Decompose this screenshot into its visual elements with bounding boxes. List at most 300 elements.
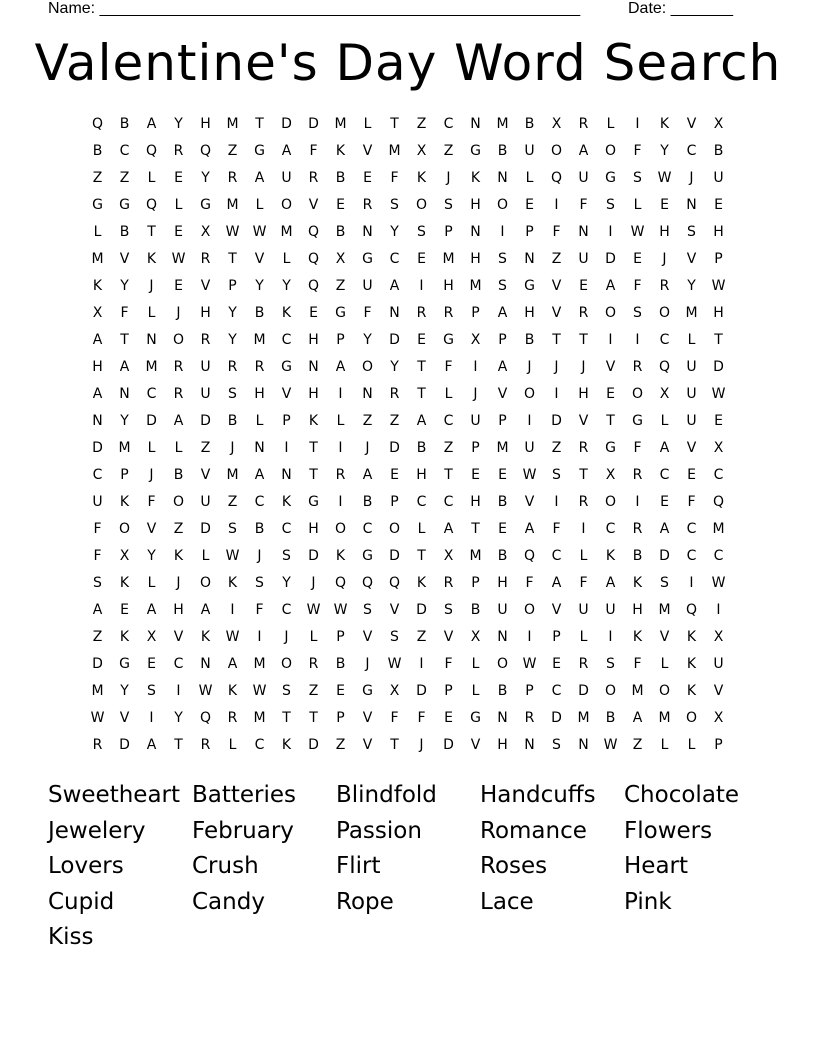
grid-letter: I [284,440,289,456]
grid-letter: D [281,116,292,132]
grid-letter: R [227,710,238,726]
header [48,0,748,20]
grid-letter: N [686,197,697,213]
grid-letter: Z [389,413,400,429]
grid-letter: S [606,197,615,213]
grid-letter: M [631,683,644,699]
word-bank-item: Kiss [48,924,94,950]
grid-letter: Z [551,251,562,267]
grid-letter: B [227,413,238,429]
grid-letter: M [469,278,482,294]
grid-letter: K [227,575,238,591]
grid-letter: C [173,656,184,672]
grid-letter: K [308,413,319,429]
grid-letter: B [335,656,346,672]
grid-letter: V [200,467,211,483]
grid-letter: C [443,116,454,132]
grid-letter: D [578,683,589,699]
grid-row [84,249,732,276]
grid-letter: J [527,359,532,375]
grid-letter: E [147,656,156,672]
grid-letter: Q [307,251,320,267]
grid-letter: K [416,170,427,186]
grid-letter: B [362,494,373,510]
grid-letter: L [93,224,102,240]
grid-letter: O [415,197,428,213]
grid-letter: M [577,710,590,726]
grid-letter: L [147,440,156,456]
grid-letter: Z [362,413,373,429]
grid-letter: B [416,440,427,456]
grid-letter: I [419,656,424,672]
grid-letter: U [200,386,211,402]
grid-letter: E [417,332,426,348]
grid-letter: A [146,737,157,753]
grid-letter: H [308,521,319,537]
grid-letter: O [496,197,509,213]
grid-letter: D [119,737,130,753]
grid-letter: B [497,548,508,564]
grid-letter: Q [199,143,212,159]
grid-letter: P [336,710,345,726]
grid-letter: B [335,224,346,240]
grid-letter: Z [92,170,103,186]
word-bank-item: Candy [192,888,265,915]
grid-letter: I [689,575,694,591]
grid-letter: X [200,224,211,240]
grid-letter: H [254,386,265,402]
grid-letter: Z [443,143,454,159]
grid-letter: R [173,386,184,402]
word-bank-item: Roses [480,853,548,879]
grid-letter: P [525,683,534,699]
grid-letter: H [659,224,670,240]
grid-letter: Y [660,143,669,159]
grid-letter: A [254,170,265,186]
grid-letter: T [417,359,426,375]
grid-letter: M [685,305,698,321]
word-bank-item: Lovers [48,853,124,879]
grid-letter: Z [443,440,454,456]
grid-letter: F [525,575,534,591]
grid-letter: J [473,386,478,402]
grid-letter: O [280,197,293,213]
grid-letter: E [471,467,480,483]
grid-letter: V [254,251,265,267]
grid-letter: F [633,656,642,672]
grid-letter: F [417,710,426,726]
grid-letter: P [498,413,507,429]
grid-letter: H [200,305,211,321]
grid-letter: Q [307,224,320,240]
grid-letter: N [524,251,535,267]
grid-letter: S [282,548,291,564]
grid-letter: Z [200,440,211,456]
grid-letter: I [554,197,559,213]
grid-letter: M [442,251,455,267]
date-field-label: Date: _______ [628,0,733,17]
grid-letter: R [173,359,184,375]
grid-letter: W [306,602,321,618]
grid-letter: F [444,359,453,375]
grid-row [84,708,732,735]
grid-letter: V [713,683,724,699]
grid-letter: W [252,683,267,699]
grid-letter: E [660,494,669,510]
grid-letter: M [226,197,239,213]
grid-letter: T [174,737,183,753]
grid-letter: P [525,224,534,240]
grid-letter: X [470,332,481,348]
grid-letter: L [525,170,534,186]
grid-letter: M [334,116,347,132]
grid-letter: A [200,602,211,618]
grid-row [84,114,732,141]
grid-letter: V [362,629,373,645]
grid-letter: E [120,602,129,618]
grid-letter: R [335,467,346,483]
grid-letter: L [174,440,183,456]
grid-letter: T [390,737,399,753]
grid-letter: U [200,494,211,510]
grid-letter: K [173,548,184,564]
grid-letter: N [578,224,589,240]
grid-letter: U [578,602,589,618]
grid-letter: I [338,386,343,402]
grid-letter: Y [390,359,399,375]
grid-letter: O [631,386,644,402]
grid-letter: N [92,413,103,429]
grid-letter: F [633,440,642,456]
grid-letter: D [308,548,319,564]
grid-letter: L [174,197,183,213]
grid-letter: R [200,332,211,348]
grid-letter: A [524,521,535,537]
grid-letter: M [226,467,239,483]
grid-letter: O [604,143,617,159]
grid-letter: D [389,332,400,348]
grid-letter: J [581,359,586,375]
grid-letter: N [200,656,211,672]
grid-letter: O [199,575,212,591]
grid-letter: Z [119,170,130,186]
grid-row [84,546,732,573]
grid-letter: L [336,413,345,429]
grid-letter: I [635,116,640,132]
grid-letter: K [686,683,697,699]
grid-letter: R [227,170,238,186]
grid-letter: W [225,548,240,564]
grid-letter: C [416,494,427,510]
grid-letter: S [444,197,453,213]
grid-letter: V [578,413,589,429]
grid-letter: W [603,737,618,753]
grid-letter: I [338,494,343,510]
grid-letter: Y [201,170,210,186]
grid-letter: D [713,359,724,375]
grid-letter: L [417,521,426,537]
grid-letter: F [255,602,264,618]
grid-letter: R [416,305,427,321]
grid-letter: O [604,494,617,510]
grid-letter: P [390,494,399,510]
word-bank-item: Blindfold [336,782,437,808]
grid-letter: A [443,521,454,537]
grid-letter: L [363,116,372,132]
grid-letter: S [633,305,642,321]
grid-letter: G [362,251,373,267]
grid-letter: H [470,197,481,213]
grid-letter: W [90,710,105,726]
grid-letter: V [362,710,373,726]
grid-letter: U [713,656,724,672]
grid-letter: T [579,467,588,483]
grid-letter: E [714,197,723,213]
grid-letter: V [497,386,508,402]
grid-letter: N [146,332,157,348]
grid-letter: J [365,656,370,672]
grid-letter: Y [228,332,237,348]
grid-letter: T [444,467,453,483]
grid-letter: M [253,656,266,672]
grid-letter: Q [145,143,158,159]
grid-letter: F [633,278,642,294]
word-bank-item: Chocolate [624,782,740,808]
grid-letter: E [390,467,399,483]
word-row [48,851,788,887]
grid-letter: Z [416,116,427,132]
grid-letter: O [334,521,347,537]
grid-letter: X [659,386,670,402]
grid-letter: M [91,251,104,267]
grid-letter: Q [388,575,401,591]
grid-letter: U [686,386,697,402]
grid-letter: N [497,629,508,645]
grid-letter: N [254,440,265,456]
grid-letter: E [687,467,696,483]
grid-letter: X [416,143,427,159]
grid-letter: A [146,116,157,132]
grid-letter: S [255,575,264,591]
grid-letter: S [417,224,426,240]
grid-letter: E [336,683,345,699]
word-bank-item: Flirt [336,853,381,879]
grid-letter: Q [550,170,563,186]
grid-letter: H [200,116,211,132]
grid-letter: B [497,683,508,699]
grid-letter: S [363,602,372,618]
grid-letter: N [497,710,508,726]
grid-letter: Y [120,278,129,294]
grid-letter: M [91,683,104,699]
grid-letter: L [633,197,642,213]
grid-letter: V [146,521,157,537]
grid-letter: B [470,602,481,618]
grid-letter: K [281,494,292,510]
grid-letter: A [92,602,103,618]
grid-letter: V [308,197,319,213]
grid-letter: I [635,494,640,510]
grid-letter: P [444,683,453,699]
grid-letter: M [388,143,401,159]
grid-letter: V [659,629,670,645]
grid-letter: Q [91,116,104,132]
grid-letter: Y [282,278,291,294]
word-bank-item: Jewelery [48,817,146,844]
grid-letter: C [713,548,724,564]
grid-letter: R [578,494,589,510]
grid-letter: C [686,143,697,159]
word-row [48,780,788,816]
grid-letter: Z [92,629,103,645]
grid-letter: T [417,386,426,402]
grid-letter: O [658,305,671,321]
grid-letter: I [608,224,613,240]
grid-letter: U [686,359,697,375]
grid-letter: P [444,224,453,240]
grid-letter: H [524,305,535,321]
grid-letter: G [335,305,346,321]
grid-letter: O [496,656,509,672]
grid-letter: F [444,656,453,672]
grid-letter: K [281,305,292,321]
grid-letter: F [552,521,561,537]
grid-letter: Z [416,629,427,645]
grid-letter: C [605,521,616,537]
grid-letter: X [713,710,724,726]
grid-letter: T [147,224,156,240]
grid-letter: C [119,143,130,159]
word-bank-item: Sweetheart [48,782,181,808]
grid-letter: F [363,305,372,321]
grid-letter: X [551,116,562,132]
grid-letter: L [255,413,264,429]
grid-letter: E [336,197,345,213]
word-bank-item: Heart [624,853,689,879]
grid-letter: R [578,116,589,132]
grid-letter: M [469,548,482,564]
grid-letter: I [608,332,613,348]
grid-letter: C [443,413,454,429]
grid-letter: E [174,278,183,294]
grid-letter: C [659,467,670,483]
grid-letter: A [362,467,373,483]
grid-letter: V [686,251,697,267]
grid-letter: L [471,656,480,672]
grid-letter: K [470,170,481,186]
grid-letter: M [658,602,671,618]
grid-letter: R [254,359,265,375]
grid-letter: I [338,440,343,456]
grid-letter: W [711,386,726,402]
grid-letter: A [254,467,265,483]
grid-letter: H [308,332,319,348]
grid-letter: K [686,629,697,645]
grid-letter: O [658,683,671,699]
grid-letter: Z [335,278,346,294]
grid-letter: R [389,386,400,402]
grid-letter: U [524,143,535,159]
grid-letter: L [201,548,210,564]
grid-letter: D [200,521,211,537]
grid-letter: M [496,116,509,132]
grid-letter: H [443,278,454,294]
grid-letter: Q [334,575,347,591]
grid-letter: V [686,116,697,132]
name-field-label: Name: ______________________________________________________ [48,0,581,17]
grid-letter: E [525,197,534,213]
grid-letter: Q [685,602,698,618]
grid-letter: J [149,278,154,294]
grid-letter: T [282,710,291,726]
grid-letter: S [633,170,642,186]
grid-letter: I [500,224,505,240]
grid-letter: R [632,359,643,375]
grid-letter: J [176,575,181,591]
grid-letter: U [200,359,211,375]
grid-letter: P [228,278,237,294]
grid-letter: W [522,467,537,483]
grid-letter: J [554,359,559,375]
grid-letter: L [282,251,291,267]
grid-letter: V [470,737,481,753]
grid-letter: H [470,494,481,510]
grid-letter: I [149,710,154,726]
grid-letter: H [713,305,724,321]
grid-letter: M [226,116,239,132]
grid-letter: S [390,629,399,645]
grid-letter: X [605,467,616,483]
grid-letter: D [92,440,103,456]
grid-letter: F [309,143,318,159]
grid-letter: B [335,170,346,186]
grid-letter: Q [658,359,671,375]
grid-letter: N [497,170,508,186]
grid-letter: E [633,251,642,267]
grid-letter: C [254,494,265,510]
grid-row [84,303,732,330]
grid-letter: O [172,494,185,510]
grid-letter: C [92,467,103,483]
grid-letter: L [147,305,156,321]
word-bank-item: Lace [480,888,534,915]
grid-letter: H [173,602,184,618]
grid-letter: V [443,629,454,645]
grid-letter: O [685,710,698,726]
grid-letter: H [713,224,724,240]
grid-letter: D [605,251,616,267]
grid-letter: Z [227,494,238,510]
grid-letter: W [225,224,240,240]
grid-letter: C [281,332,292,348]
grid-letter: T [714,332,723,348]
grid-letter: M [118,440,131,456]
grid-letter: K [335,143,346,159]
grid-letter: U [578,170,589,186]
grid-letter: Y [363,332,372,348]
grid-letter: B [254,521,265,537]
grid-letter: X [713,629,724,645]
grid-letter: J [311,575,316,591]
grid-letter: G [443,332,454,348]
grid-letter: C [713,467,724,483]
grid-letter: R [578,305,589,321]
grid-letter: B [497,494,508,510]
grid-letter: C [686,548,697,564]
grid-letter: G [308,494,319,510]
grid-letter: H [578,386,589,402]
grid-letter: Q [523,548,536,564]
